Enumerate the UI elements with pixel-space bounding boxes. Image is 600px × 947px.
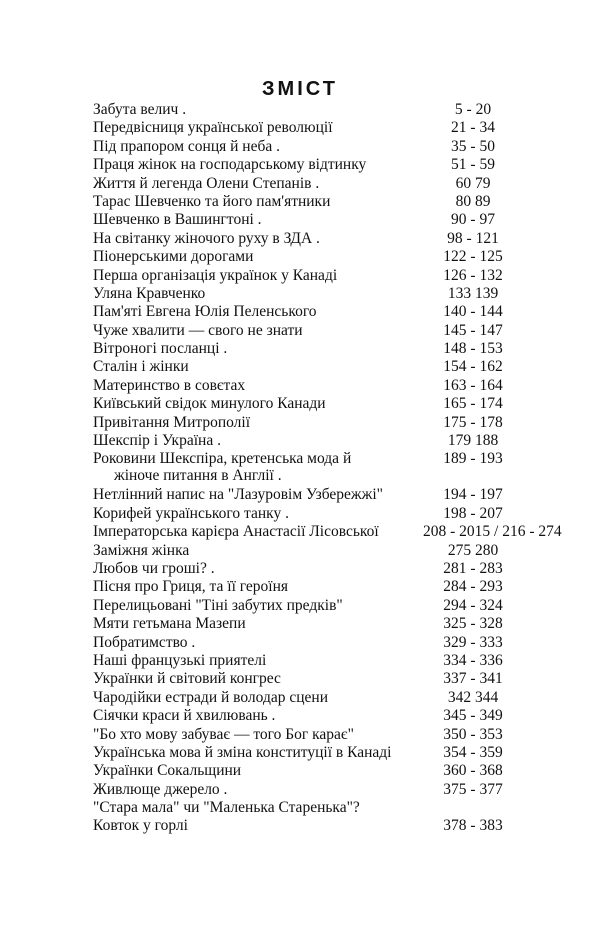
toc-entry-pages: 35 - 50 xyxy=(451,137,495,155)
toc-entry-pages: 360 - 368 xyxy=(443,762,503,780)
toc-entry-pages: 350 - 353 xyxy=(443,725,503,743)
toc-entry xyxy=(93,377,523,395)
toc-entry xyxy=(93,101,523,119)
toc-entry xyxy=(93,358,523,376)
toc-entry-title: Уляна Кравченко xyxy=(93,284,206,302)
toc-entry-title-continued: жіноче питання в Англії . xyxy=(114,467,282,485)
toc-entry-pages: 334 - 336 xyxy=(443,651,503,669)
toc-entry-title: Київський свідок минулого Канади xyxy=(93,395,326,413)
toc-entry-pages: 194 - 197 xyxy=(443,486,503,504)
toc-entry-title: Заміжня жінка xyxy=(93,541,190,559)
toc-entry xyxy=(93,138,523,156)
toc-entry-pages: 163 - 164 xyxy=(443,376,503,394)
toc-entry xyxy=(93,762,523,780)
toc-entry-pages: 5 - 20 xyxy=(454,101,492,118)
toc-entry-title: Наші французькі приятелі xyxy=(93,651,267,669)
table-of-contents xyxy=(93,101,562,836)
toc-entry-pages: 354 - 359 xyxy=(443,743,503,761)
toc-entry xyxy=(93,432,523,450)
toc-entry-pages: 60 79 xyxy=(455,174,491,192)
toc-entry xyxy=(93,817,523,835)
toc-entry-title: Ковток у горлі xyxy=(93,817,188,835)
toc-entry xyxy=(93,652,523,670)
toc-entry-pages: 281 - 283 xyxy=(443,559,503,577)
toc-entry xyxy=(93,267,523,285)
toc-entry-title: Пісня про Гриця, та її героїня xyxy=(93,578,289,596)
toc-entry-pages: 21 - 34 xyxy=(451,119,495,137)
toc-entry-title: Живлюще джерело . xyxy=(93,780,228,798)
toc-entry-title: Роковини Шекспіра, кретенська мода й xyxy=(93,450,352,468)
toc-entry xyxy=(93,542,523,560)
toc-entry-title: Під прапором сонця й неба . xyxy=(93,137,280,155)
toc-entry-pages: 325 - 328 xyxy=(443,615,503,633)
toc-entry xyxy=(93,689,523,707)
toc-entry-title: Сіячки краси й хвилювань . xyxy=(93,707,276,725)
toc-entry-pages: 275 280 xyxy=(447,541,499,559)
toc-entry xyxy=(93,505,523,523)
toc-entry xyxy=(93,156,523,174)
toc-entry-pages: 126 - 132 xyxy=(443,266,503,284)
toc-entry xyxy=(93,303,523,321)
toc-entry xyxy=(93,414,523,432)
toc-entry-title: На світанку жіночого руху в ЗДА . xyxy=(93,229,320,247)
toc-entry-pages: 145 - 147 xyxy=(443,321,503,339)
toc-entry xyxy=(93,707,523,725)
toc-entry xyxy=(93,578,523,596)
toc-entry-title: Перелицьовані "Тіні забутих предків" xyxy=(93,596,343,614)
toc-entry xyxy=(93,670,523,688)
toc-entry-pages: 80 89 xyxy=(455,192,491,210)
toc-entry-title: Побратимство . xyxy=(93,633,196,651)
toc-entry xyxy=(93,523,562,541)
toc-entry-title: Чародійки естради й володар сцени xyxy=(93,688,328,706)
toc-entry-title: Вітроногі посланці . xyxy=(93,340,228,358)
toc-entry-title: Праця жінок на господарському відтинку xyxy=(93,156,367,174)
toc-entry-title: Передвісниця української революції xyxy=(93,119,333,137)
toc-entry-title: Шевченко в Вашингтоні . xyxy=(93,211,262,229)
toc-entry-pages: 133 139 xyxy=(447,284,499,302)
page-title: ЗМІСТ xyxy=(262,78,338,100)
toc-entry-title: "Бо хто мову забуває — того Бог карає" xyxy=(93,725,354,743)
toc-entry-title: "Стара мала" чи "Маленька Старенька"? xyxy=(93,799,360,817)
toc-entry-title: Перша організація українок у Канаді xyxy=(93,266,338,284)
toc-entry-title: Імператорська карієра Анастасії Лісовської xyxy=(93,523,379,541)
toc-entry-title: Забута велич . xyxy=(93,101,187,118)
toc-entry-title: Тарас Шевченко та його пам'ятники xyxy=(93,192,331,210)
toc-entry-title: Українки й світовий конгрес xyxy=(93,670,281,688)
toc-entry-title: Життя й легенда Олени Степанів . xyxy=(93,174,320,192)
toc-entry-title: Корифей українського танку . xyxy=(93,504,289,522)
toc-entry xyxy=(93,486,523,504)
toc-entry-title: Материнство в совєтах xyxy=(93,376,246,394)
toc-entry-title: Українки Сокальщини xyxy=(93,762,242,780)
toc-entry xyxy=(93,230,523,248)
toc-entry-pages: 140 - 144 xyxy=(443,303,503,321)
toc-entry-pages: 198 - 207 xyxy=(443,504,503,522)
toc-entry xyxy=(93,248,523,266)
toc-entry xyxy=(93,175,523,193)
toc-entry-pages: 375 - 377 xyxy=(443,780,503,798)
toc-entry-title: Любов чи гроші? . xyxy=(93,559,215,577)
toc-entry-pages: 98 - 121 xyxy=(447,229,499,247)
toc-entry-pages: 51 - 59 xyxy=(451,156,495,174)
toc-entry-pages: 294 - 324 xyxy=(443,596,503,614)
toc-entry-pages: 122 - 125 xyxy=(443,248,503,266)
toc-entry-title: Сталін і жінки xyxy=(93,358,189,376)
toc-entry xyxy=(93,560,523,578)
toc-entry xyxy=(93,211,523,229)
toc-entry-pages: 154 - 162 xyxy=(443,358,503,376)
toc-entry xyxy=(93,450,523,486)
toc-entry-pages: 90 - 97 xyxy=(451,211,495,229)
toc-entry xyxy=(93,615,523,633)
toc-entry-pages: 284 - 293 xyxy=(443,578,503,596)
toc-entry-pages: 337 - 341 xyxy=(443,670,503,688)
toc-entry xyxy=(93,285,523,303)
toc-entry-title: Українська мова й зміна конституції в Канаді xyxy=(93,743,392,761)
toc-entry-pages: 165 - 174 xyxy=(443,395,503,413)
toc-entry-title: Піонерськими дорогами xyxy=(93,248,254,266)
toc-entry-title: Мяти гетьмана Мазепи xyxy=(93,615,246,633)
toc-entry xyxy=(93,799,523,817)
toc-entry xyxy=(93,726,523,744)
toc-entry-title: Пам'яті Евгена Юлія Пеленського xyxy=(93,303,317,321)
toc-entry-pages: 378 - 383 xyxy=(443,817,503,835)
toc-entry-pages: 208 - 2015 / 216 - 274 xyxy=(423,523,562,541)
toc-entry-pages: 345 - 349 xyxy=(443,707,503,725)
toc-entry-pages: 179 188 xyxy=(447,432,499,450)
toc-entry-title: Шекспір і Україна . xyxy=(93,432,221,450)
toc-entry xyxy=(93,340,523,358)
toc-entry xyxy=(93,395,523,413)
toc-entry-pages: 329 - 333 xyxy=(443,633,503,651)
toc-entry-title: Чуже хвалити — свого не знати xyxy=(93,321,303,339)
toc-entry xyxy=(93,781,523,799)
toc-entry xyxy=(93,744,523,762)
toc-entry xyxy=(93,119,523,137)
toc-entry xyxy=(93,597,523,615)
toc-entry-title: Привітання Митрополії xyxy=(93,413,251,431)
toc-entry xyxy=(93,634,523,652)
toc-entry xyxy=(93,193,523,211)
toc-entry-title: Нетлінний напис на "Лазуровім Узбережжі" xyxy=(93,486,383,504)
toc-entry-pages: 189 - 193 xyxy=(443,450,503,468)
toc-entry-pages: 175 - 178 xyxy=(443,413,503,431)
toc-entry-pages: 342 344 xyxy=(447,688,499,706)
toc-entry-pages: 148 - 153 xyxy=(443,340,503,358)
toc-entry xyxy=(93,322,523,340)
